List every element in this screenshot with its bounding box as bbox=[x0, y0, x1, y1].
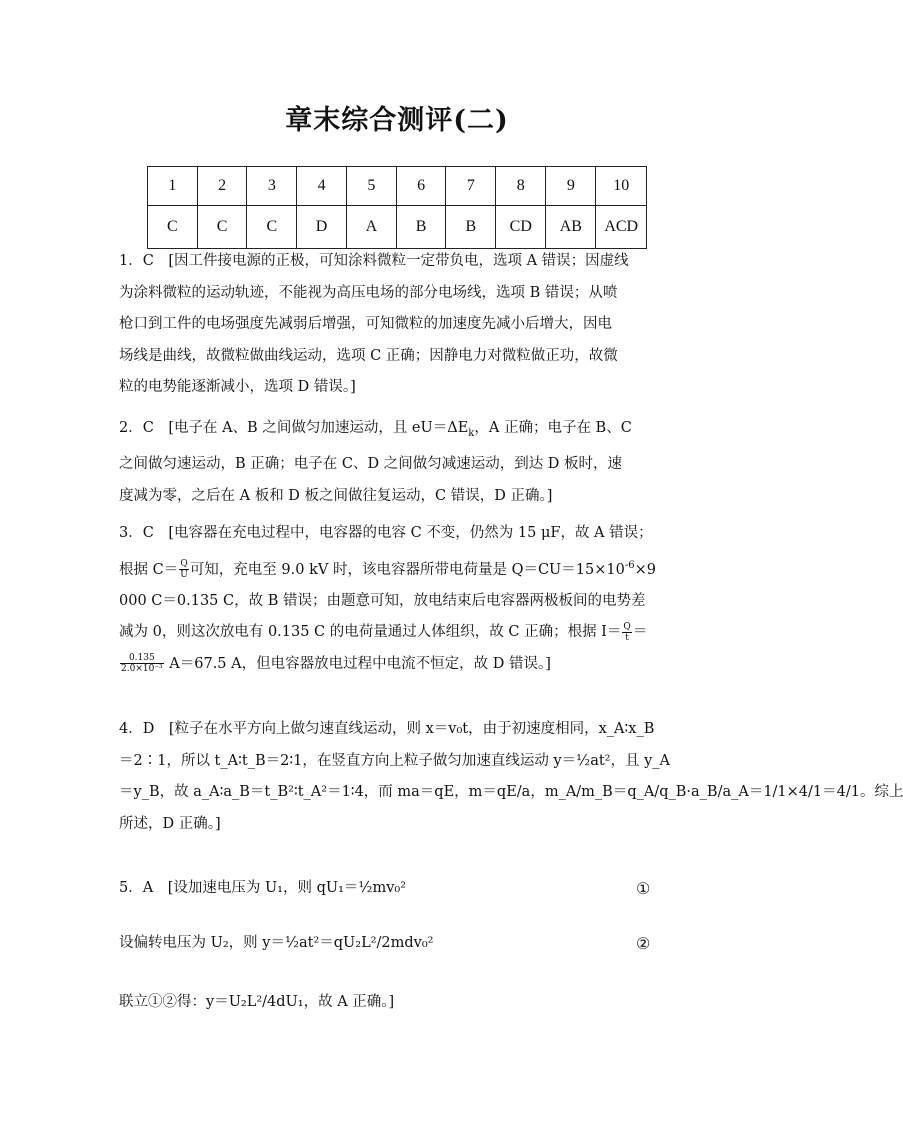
fraction bbox=[622, 622, 631, 643]
answer-cell: CD bbox=[496, 206, 546, 249]
solution-5-line-2 bbox=[119, 928, 677, 960]
denominator: 2.0×10⁻³ bbox=[121, 664, 163, 675]
question-number: 2 bbox=[197, 167, 247, 206]
fraction bbox=[179, 559, 189, 580]
answer-cell: B bbox=[396, 206, 446, 249]
page-title: 章末综合测评(二) bbox=[285, 105, 509, 136]
solution-5-line-1 bbox=[119, 873, 677, 905]
question-number: 7 bbox=[446, 167, 496, 206]
solution-4 bbox=[119, 714, 903, 840]
solution-4-line: 所述，D 正确。] bbox=[119, 815, 221, 832]
fraction bbox=[120, 653, 164, 674]
question-number: 3 bbox=[247, 167, 297, 206]
solution-1-line: 粒的电势能逐渐减小，选项 D 错误。] bbox=[119, 379, 356, 395]
answer-cell: C bbox=[148, 206, 198, 249]
answer-cell: A bbox=[346, 206, 396, 249]
solution-1-line: 1．C [因工件接电源的正极，可知涂料微粒一定带负电，选项 A 错误；因虚线 bbox=[119, 253, 629, 269]
solution-2 bbox=[119, 413, 677, 512]
answer-cell: D bbox=[297, 206, 347, 249]
denominator: U bbox=[180, 569, 188, 580]
solution-3-line bbox=[119, 649, 677, 681]
solution-3 bbox=[119, 518, 677, 680]
answer-cell: AB bbox=[546, 206, 596, 249]
equation-marker: ① bbox=[636, 879, 651, 898]
question-number: 5 bbox=[346, 167, 396, 206]
text-run: A＝67.5 A，但电容器放电过程中电流不恒定，故 D 错误。] bbox=[164, 655, 551, 672]
question-number: 8 bbox=[496, 167, 546, 206]
solution-4-line: ＝y_B，故 a_A∶a_B＝t_B²∶t_A²＝1∶4，而 ma＝qE，m＝qE/a，m_A/m_B＝q_A/q_B·a_B/a_A＝1/1×4/1＝4/1。综上 bbox=[119, 784, 903, 800]
text-run: 根据 C＝ bbox=[119, 561, 179, 578]
question-number: 6 bbox=[396, 167, 446, 206]
solution-1-line: 场线是曲线，故微粒做曲线运动，选项 C 正确；因静电力对微粒做正功，故微 bbox=[119, 347, 618, 364]
superscript: -6 bbox=[624, 559, 635, 571]
solution-2-line: 之间做匀速运动，B 正确；电子在 C、D 之间做匀减速运动，到达 D 板时，速 bbox=[119, 456, 623, 473]
numerator: 0.135 bbox=[120, 653, 164, 664]
solution-3-line: 3．C [电容器在充电过程中，电容器的电容 C 不变，仍然为 15 μF，故 A 错误； bbox=[119, 525, 653, 541]
text-run: 5．A [设加速电压为 U₁，则 qU₁＝½mv₀² bbox=[119, 880, 407, 896]
text-run: 2．C [电子在 A、B 之间做匀加速运动，且 eU＝ΔE bbox=[119, 420, 469, 436]
denominator: t bbox=[625, 632, 629, 643]
answer-cell: ACD bbox=[596, 206, 647, 249]
text-run: ，A 正确；电子在 B、C bbox=[474, 420, 632, 436]
question-number: 9 bbox=[546, 167, 596, 206]
solution-1-line: 为涂料微粒的运动轨迹，不能视为高压电场的部分电场线，选项 B 错误；从喷 bbox=[119, 284, 618, 301]
solution-3-line bbox=[119, 617, 677, 649]
solution-5-line-3 bbox=[119, 987, 677, 1019]
solution-3-line bbox=[119, 550, 677, 586]
solution-1 bbox=[119, 246, 677, 404]
solution-3-line: 000 C＝0.135 C，故 B 错误；由题意可知，放电结束后电容器两极板间的电势差 bbox=[119, 592, 646, 609]
solution-1-line: 枪口到工件的电场强度先减弱后增强，可知微粒的加速度先减小后增大，因电 bbox=[119, 316, 612, 332]
text-run: 减为 0，则这次放电有 0.135 C 的电荷量通过人体组织，故 C 正确；根据 I＝ bbox=[119, 624, 622, 641]
answer-table bbox=[147, 166, 647, 249]
solution-2-line bbox=[119, 413, 677, 449]
solution-4-line: 4．D [粒子在水平方向上做匀速直线运动，则 x＝v₀t，由于初速度相同，x_A∶x_B bbox=[119, 721, 655, 737]
equation-marker: ② bbox=[636, 934, 651, 953]
answer-table-number-row bbox=[148, 167, 647, 206]
question-number: 4 bbox=[297, 167, 347, 206]
subscript: k bbox=[468, 427, 475, 439]
text-run: ＝ bbox=[632, 624, 648, 641]
answer-cell: C bbox=[247, 206, 297, 249]
numerator: Q bbox=[623, 621, 631, 632]
text-run: 设偏转电压为 U₂，则 y＝½at²＝qU₂L²/2mdv₀² bbox=[119, 935, 434, 951]
answer-cell: C bbox=[197, 206, 247, 249]
text-run: 联立①②得：y＝U₂L²/4dU₁，故 A 正确。] bbox=[119, 994, 395, 1010]
solution-2-line: 度减为零，之后在 A 板和 D 板之间做往复运动，C 错误，D 正确。] bbox=[119, 487, 553, 504]
question-number: 10 bbox=[596, 167, 647, 206]
answer-table-answer-row bbox=[148, 206, 647, 249]
numerator: Q bbox=[180, 558, 188, 569]
solution-4-line: ＝2∶1，所以 t_A∶t_B＝2∶1，在竖直方向上粒子做匀加速直线运动 y＝½at²，且 y_A bbox=[119, 752, 670, 769]
text-run: ×9 bbox=[634, 561, 656, 578]
text-run: 可知，充电至 9.0 kV 时，该电容器所带电荷量是 Q＝CU＝15×10 bbox=[189, 561, 625, 578]
answer-cell: B bbox=[446, 206, 496, 249]
question-number: 1 bbox=[148, 167, 198, 206]
